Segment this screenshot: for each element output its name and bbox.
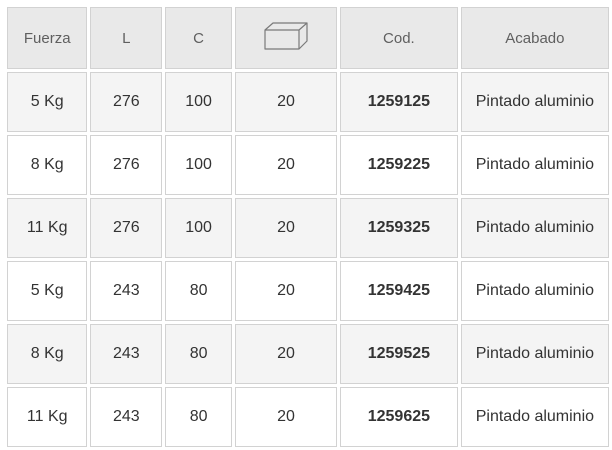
cell-l: 276 xyxy=(90,198,162,258)
cell-units: 20 xyxy=(235,324,337,384)
cell-l: 243 xyxy=(90,261,162,321)
cell-cod: 1259625 xyxy=(340,387,458,447)
box-icon xyxy=(262,21,310,55)
cell-units: 20 xyxy=(235,198,337,258)
table-row xyxy=(7,261,609,321)
header-box xyxy=(235,7,337,69)
cell-fuerza: 8 Kg xyxy=(7,324,87,384)
cell-cod: 1259525 xyxy=(340,324,458,384)
cell-acabado: Pintado aluminio xyxy=(461,261,609,321)
header-fuerza: Fuerza xyxy=(7,7,87,69)
spec-table xyxy=(4,4,612,450)
cell-fuerza: 5 Kg xyxy=(7,261,87,321)
table-row xyxy=(7,135,609,195)
cell-units: 20 xyxy=(235,135,337,195)
cell-acabado: Pintado aluminio xyxy=(461,198,609,258)
header-acabado: Acabado xyxy=(461,7,609,69)
cell-cod: 1259225 xyxy=(340,135,458,195)
cell-c: 80 xyxy=(165,261,232,321)
cell-l: 243 xyxy=(90,387,162,447)
table-header-row xyxy=(7,7,609,69)
cell-c: 80 xyxy=(165,324,232,384)
cell-c: 100 xyxy=(165,135,232,195)
table-row xyxy=(7,72,609,132)
cell-l: 276 xyxy=(90,72,162,132)
cell-acabado: Pintado aluminio xyxy=(461,324,609,384)
cell-l: 276 xyxy=(90,135,162,195)
cell-units: 20 xyxy=(235,387,337,447)
cell-fuerza: 5 Kg xyxy=(7,72,87,132)
cell-cod: 1259125 xyxy=(340,72,458,132)
cell-fuerza: 8 Kg xyxy=(7,135,87,195)
header-l: L xyxy=(90,7,162,69)
header-cod: Cod. xyxy=(340,7,458,69)
cell-fuerza: 11 Kg xyxy=(7,198,87,258)
cell-cod: 1259325 xyxy=(340,198,458,258)
cell-cod: 1259425 xyxy=(340,261,458,321)
cell-acabado: Pintado aluminio xyxy=(461,387,609,447)
table-row xyxy=(7,387,609,447)
table-row xyxy=(7,324,609,384)
cell-l: 243 xyxy=(90,324,162,384)
cell-c: 80 xyxy=(165,387,232,447)
cell-c: 100 xyxy=(165,198,232,258)
cell-acabado: Pintado aluminio xyxy=(461,135,609,195)
table-row xyxy=(7,198,609,258)
cell-acabado: Pintado aluminio xyxy=(461,72,609,132)
cell-units: 20 xyxy=(235,261,337,321)
cell-fuerza: 11 Kg xyxy=(7,387,87,447)
header-c: C xyxy=(165,7,232,69)
cell-c: 100 xyxy=(165,72,232,132)
cell-units: 20 xyxy=(235,72,337,132)
